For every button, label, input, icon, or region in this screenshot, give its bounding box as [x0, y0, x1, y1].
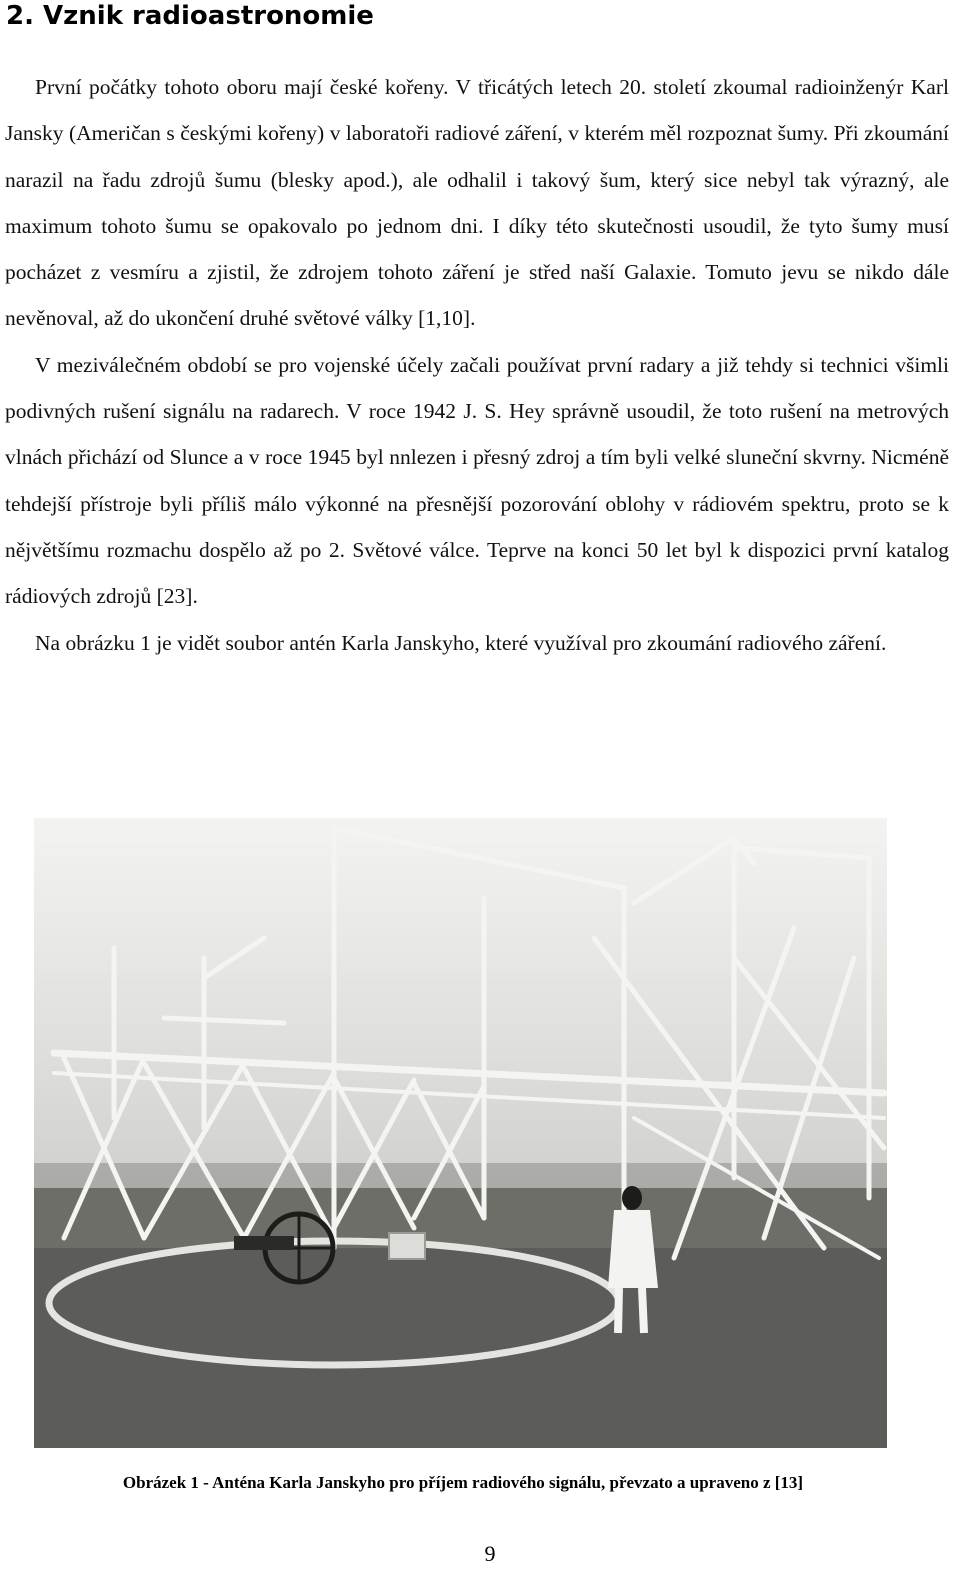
- paragraph: V meziválečném období se pro vojenské účely začali používat první radary a již tehdy si technici všimli podivných rušení signálu na radarech. V roce 1942 J. S. Hey správně usoudil, že toto rušení na metrových vlnách přichází od Slunce a v roce 1945 byl nnlezen i přesný zdroj a tím byli velké sluneční skvrny. Nicméně tehdejší přístroje byli příliš málo výkonné na přesnější pozorování oblohy v rádiovém spektru, proto se k nějvětšímu rozmachu dospělo až po 2. Světové válce. Teprve na konci 50 let byl k dispozici první katalog rádiových zdrojů [23].: [5, 352, 949, 609]
- paragraph: První počátky tohoto oboru mají české kořeny. V třicátých letech 20. století zkoumal radioinženýr Karl Jansky (Američan s českými kořeny) v laboratoři radiové záření, v kterém měl rozpoznat šumy. Při zkoumání narazil na řadu zdrojů šumu (blesky apod.), ale odhalil i takový šum, který sice nebyl tak výrazný, ale maximum tohoto šumu se opakovalo po jednom dni. I díky této skutečnosti usoudil, že tyto šumy musí pocházet z vesmíru a zjistil, že zdrojem tohoto záření je střed naší Galaxie. Tomuto jevu se nikdo dále nevěnoval, až do ukončení druhé světové války [1,10].: [5, 75, 949, 331]
- section-heading: 2. Vznik radioastronomie: [6, 1, 374, 31]
- body-text: [5, 64, 949, 666]
- paragraph: Na obrázku 1 je vidět soubor antén Karla Janskyho, které využíval pro zkoumání radiového záření.: [35, 630, 887, 655]
- antenna-photo: [34, 818, 887, 1448]
- wheel-carriage: [234, 1236, 294, 1250]
- antenna-photo-illustration: [34, 818, 887, 1448]
- equipment-box: [389, 1233, 425, 1259]
- page-number: 9: [484, 1541, 496, 1566]
- figure-caption: Obrázek 1 - Anténa Karla Janskyho pro příjem radiového signálu, převzato a upraveno z [13]: [122, 1473, 804, 1492]
